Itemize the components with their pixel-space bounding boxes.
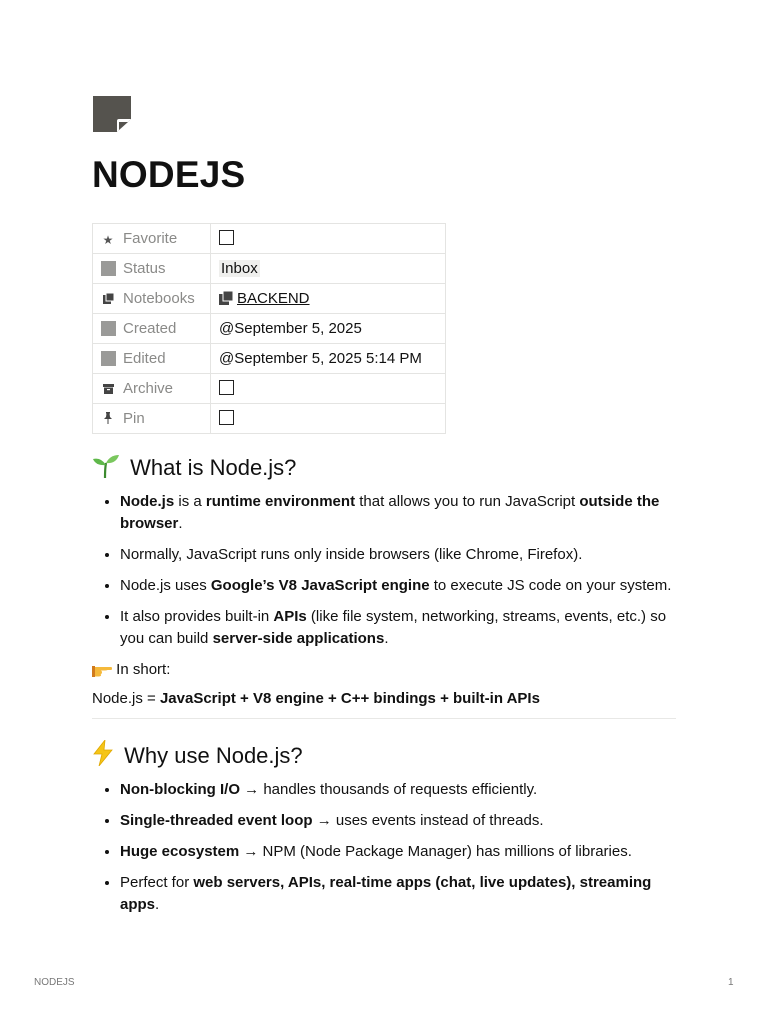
- square-icon: [101, 351, 115, 367]
- section-heading-what-is-nodejs: [92, 454, 676, 482]
- in-short-line: In short:: [92, 659, 676, 681]
- property-value: [211, 284, 446, 314]
- list-item: • Normally, JavaScript runs only inside browsers (like Chrome, Firefox).: [120, 544, 676, 566]
- page-content: [92, 95, 676, 925]
- edited-date: @September 5, 2025 5:14 PM: [211, 344, 446, 374]
- property-row-notebooks: [93, 284, 446, 314]
- pin-icon: [101, 412, 115, 427]
- properties-table: [92, 223, 446, 434]
- property-label: Archive: [123, 380, 174, 397]
- property-key: [93, 344, 211, 374]
- pin-checkbox[interactable]: [219, 410, 234, 425]
- property-row-status: [93, 254, 446, 284]
- why-use-list: [92, 779, 676, 916]
- archive-checkbox[interactable]: [219, 380, 234, 395]
- heading-text: Why use Node.js?: [124, 743, 303, 768]
- list-item: • Perfect for web servers, APIs, real-time apps (chat, live updates), streaming apps.: [120, 872, 676, 916]
- property-label: Status: [123, 260, 166, 277]
- list-item: • Non-blocking I/O → handles thousands of requests efficiently.: [120, 779, 676, 801]
- note-icon: [92, 95, 132, 133]
- list-item: • It also provides built-in APIs (like file system, networking, streams, events, etc.) so you can build server-side applications.: [120, 606, 676, 650]
- property-label: Favorite: [123, 230, 178, 247]
- property-key: [93, 374, 211, 404]
- footer-title: NODEJS: [34, 977, 75, 988]
- sprout-icon: [92, 455, 126, 480]
- property-value[interactable]: [211, 254, 446, 284]
- property-value: [211, 374, 446, 404]
- property-row-archive: [93, 374, 446, 404]
- square-icon: [101, 261, 115, 277]
- square-icon: [101, 321, 115, 337]
- property-label: Edited: [123, 350, 166, 367]
- lightning-icon: [92, 743, 120, 768]
- property-key: [93, 284, 211, 314]
- property-label: Notebooks: [123, 290, 195, 307]
- notebook-link[interactable]: BACKEND: [237, 290, 310, 307]
- favorite-checkbox[interactable]: [219, 230, 234, 245]
- page-title: NODEJS: [92, 154, 246, 195]
- created-date: @September 5, 2025: [211, 314, 446, 344]
- list-item: • Single-threaded event loop → uses events instead of threads.: [120, 810, 676, 832]
- list-item: • Node.js is a runtime environment that allows you to run JavaScript outside the browser.: [120, 491, 676, 535]
- star-icon: ★: [102, 233, 114, 247]
- property-label: Pin: [123, 410, 145, 427]
- property-key: [93, 254, 211, 284]
- section-heading-why-use-nodejs: [92, 740, 676, 770]
- property-row-pin: [93, 404, 446, 434]
- notebook-icon: [101, 293, 115, 307]
- property-value: [211, 404, 446, 434]
- property-value: [211, 224, 446, 254]
- property-key: [93, 224, 211, 254]
- formula-line: Node.js = JavaScript + V8 engine + C++ bindings + built-in APIs: [92, 690, 540, 707]
- property-row-favorite: [93, 224, 446, 254]
- property-key: [93, 404, 211, 434]
- notebook-icon: [219, 291, 233, 305]
- status-tag[interactable]: Inbox: [221, 260, 258, 277]
- property-key: [93, 314, 211, 344]
- list-item: • Node.js uses Google’s V8 JavaScript engine to execute JS code on your system.: [120, 575, 676, 597]
- divider: [92, 718, 676, 719]
- pointing-hand-icon: [92, 661, 116, 678]
- archive-icon: [101, 383, 115, 397]
- heading-text: What is Node.js?: [130, 455, 297, 480]
- property-label: Created: [123, 320, 177, 337]
- property-row-created: [93, 314, 446, 344]
- what-is-list: [92, 491, 676, 650]
- property-row-edited: [93, 344, 446, 374]
- list-item: • Huge ecosystem → NPM (Node Package Manager) has millions of libraries.: [120, 841, 676, 863]
- page-number: 1: [728, 977, 734, 988]
